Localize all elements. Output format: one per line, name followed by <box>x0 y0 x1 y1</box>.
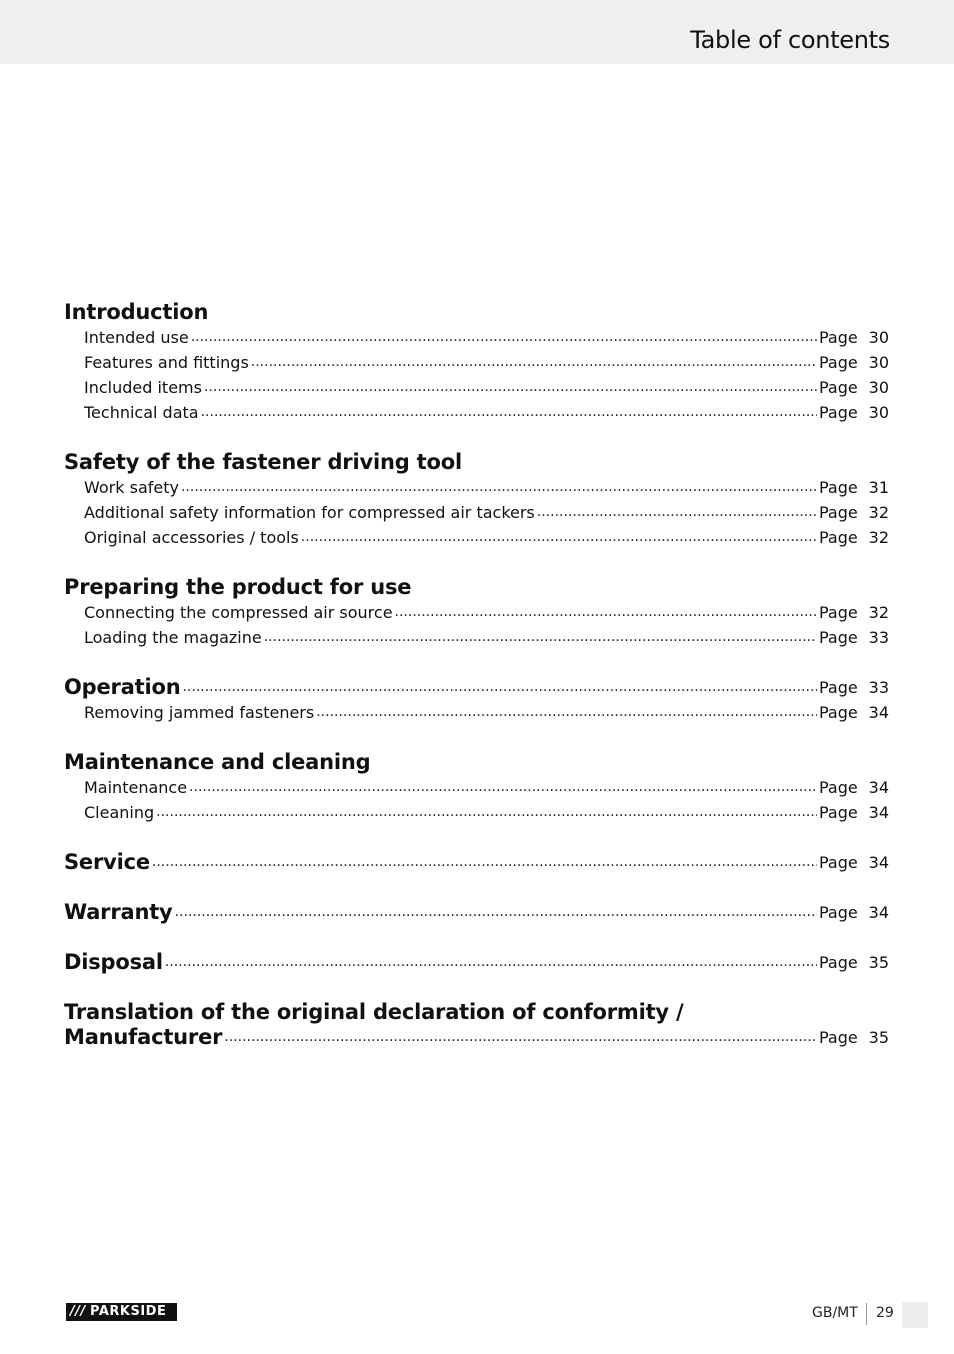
footer-divider <box>866 1303 867 1325</box>
page-word: Page <box>819 328 858 347</box>
toc-entry-declaration[interactable] <box>64 1025 889 1050</box>
toc-entry-label: Loading the magazine <box>84 628 262 647</box>
page-title: Table of contents <box>690 26 890 54</box>
toc-entry[interactable] <box>64 325 889 350</box>
toc-entry[interactable] <box>64 500 889 525</box>
section-title: Operation <box>64 675 181 699</box>
toc-entry-label: Intended use <box>84 328 189 347</box>
section-maintenance <box>64 750 889 825</box>
page-word: Page <box>819 503 858 522</box>
section-title: Service <box>64 850 150 874</box>
toc-entry[interactable] <box>64 625 889 650</box>
toc-entry-warranty[interactable] <box>64 900 889 925</box>
dot-leader <box>204 375 817 400</box>
toc-entry[interactable] <box>64 400 889 425</box>
page-number: 34 <box>868 903 889 922</box>
page-word: Page <box>819 853 858 872</box>
section-title: Preparing the product for use <box>64 575 412 599</box>
section-title: Warranty <box>64 900 173 924</box>
page-word: Page <box>819 903 858 922</box>
page-word: Page <box>819 703 858 722</box>
section-title: Maintenance and cleaning <box>64 750 371 774</box>
toc-entry-label: Original accessories / tools <box>84 528 299 547</box>
toc-entry[interactable] <box>64 600 889 625</box>
section-declaration <box>64 1000 889 1050</box>
page-number: 33 <box>868 678 889 697</box>
toc-entry-label: Connecting the compressed air source <box>84 603 393 622</box>
dot-leader <box>251 350 817 375</box>
dot-leader <box>224 1025 817 1050</box>
page-word: Page <box>819 353 858 372</box>
page-number: 32 <box>868 503 889 522</box>
dot-leader <box>316 700 817 725</box>
toc-entry[interactable] <box>64 350 889 375</box>
dot-leader <box>395 600 817 625</box>
page-word: Page <box>819 603 858 622</box>
section-safety <box>64 450 889 550</box>
parkside-logo <box>66 1303 177 1321</box>
toc-entry[interactable] <box>64 775 889 800</box>
page-number: 30 <box>868 328 889 347</box>
page-word: Page <box>819 953 858 972</box>
dot-leader <box>189 775 817 800</box>
page-word: Page <box>819 1028 858 1047</box>
dot-leader <box>301 525 817 550</box>
page-word: Page <box>819 803 858 822</box>
page-number: 30 <box>868 353 889 372</box>
dot-leader <box>537 500 817 525</box>
section-preparing <box>64 575 889 650</box>
toc-entry[interactable] <box>64 525 889 550</box>
language-code: GB/MT <box>812 1305 858 1321</box>
footer-tab-box <box>902 1302 928 1328</box>
page-word: Page <box>819 478 858 497</box>
toc-entry-label: Cleaning <box>84 803 155 822</box>
section-title: Safety of the fastener driving tool <box>64 450 462 474</box>
page-word: Page <box>819 678 858 697</box>
logo-brand: PARKSIDE <box>90 1304 167 1319</box>
toc-entry-label: Maintenance <box>84 778 188 797</box>
page-number: 31 <box>868 478 889 497</box>
section-introduction <box>64 300 889 425</box>
toc-entry-label: Removing jammed fasteners <box>84 703 315 722</box>
page-number: 32 <box>868 603 889 622</box>
section-title: Disposal <box>64 950 163 974</box>
toc-entry-disposal[interactable] <box>64 950 889 975</box>
dot-leader <box>201 400 817 425</box>
page-number: 30 <box>868 403 889 422</box>
dot-leader <box>264 625 817 650</box>
page-number: 32 <box>868 528 889 547</box>
dot-leader <box>175 900 817 925</box>
section-title: Introduction <box>64 300 209 324</box>
toc-entry-main[interactable] <box>64 675 889 700</box>
page-number: 34 <box>868 853 889 872</box>
page-number: 33 <box>868 628 889 647</box>
toc-entry[interactable] <box>64 375 889 400</box>
dot-leader <box>152 850 817 875</box>
page-number: 35 <box>868 953 889 972</box>
page-number: 35 <box>868 1028 889 1047</box>
page-word: Page <box>819 378 858 397</box>
page-number-footer: 29 <box>876 1305 894 1321</box>
section-title: Translation of the original declaration of conformity / <box>64 1000 684 1024</box>
dot-leader <box>165 950 817 975</box>
toc-entry-label: Included items <box>84 378 202 397</box>
section-title-continued: Manufacturer <box>64 1025 223 1049</box>
table-of-contents <box>64 300 889 1050</box>
page-number: 30 <box>868 378 889 397</box>
page-number: 34 <box>868 803 889 822</box>
toc-entry-label: Additional safety information for compressed air tackers <box>84 503 535 522</box>
dot-leader <box>156 800 817 825</box>
toc-entry-service[interactable] <box>64 850 889 875</box>
toc-entry-label: Work safety <box>84 478 179 497</box>
page-word: Page <box>819 628 858 647</box>
logo-slashes: /// <box>70 1304 86 1319</box>
dot-leader <box>181 475 817 500</box>
page-word: Page <box>819 528 858 547</box>
page-word: Page <box>819 778 858 797</box>
dot-leader <box>191 325 817 350</box>
page-number: 34 <box>868 703 889 722</box>
toc-entry[interactable] <box>64 700 889 725</box>
dot-leader <box>182 675 817 700</box>
toc-entry[interactable] <box>64 475 889 500</box>
page-number: 34 <box>868 778 889 797</box>
toc-entry[interactable] <box>64 800 889 825</box>
section-operation <box>64 675 889 725</box>
page-word: Page <box>819 403 858 422</box>
toc-entry-label: Technical data <box>84 403 199 422</box>
toc-entry-label: Features and fittings <box>84 353 249 372</box>
